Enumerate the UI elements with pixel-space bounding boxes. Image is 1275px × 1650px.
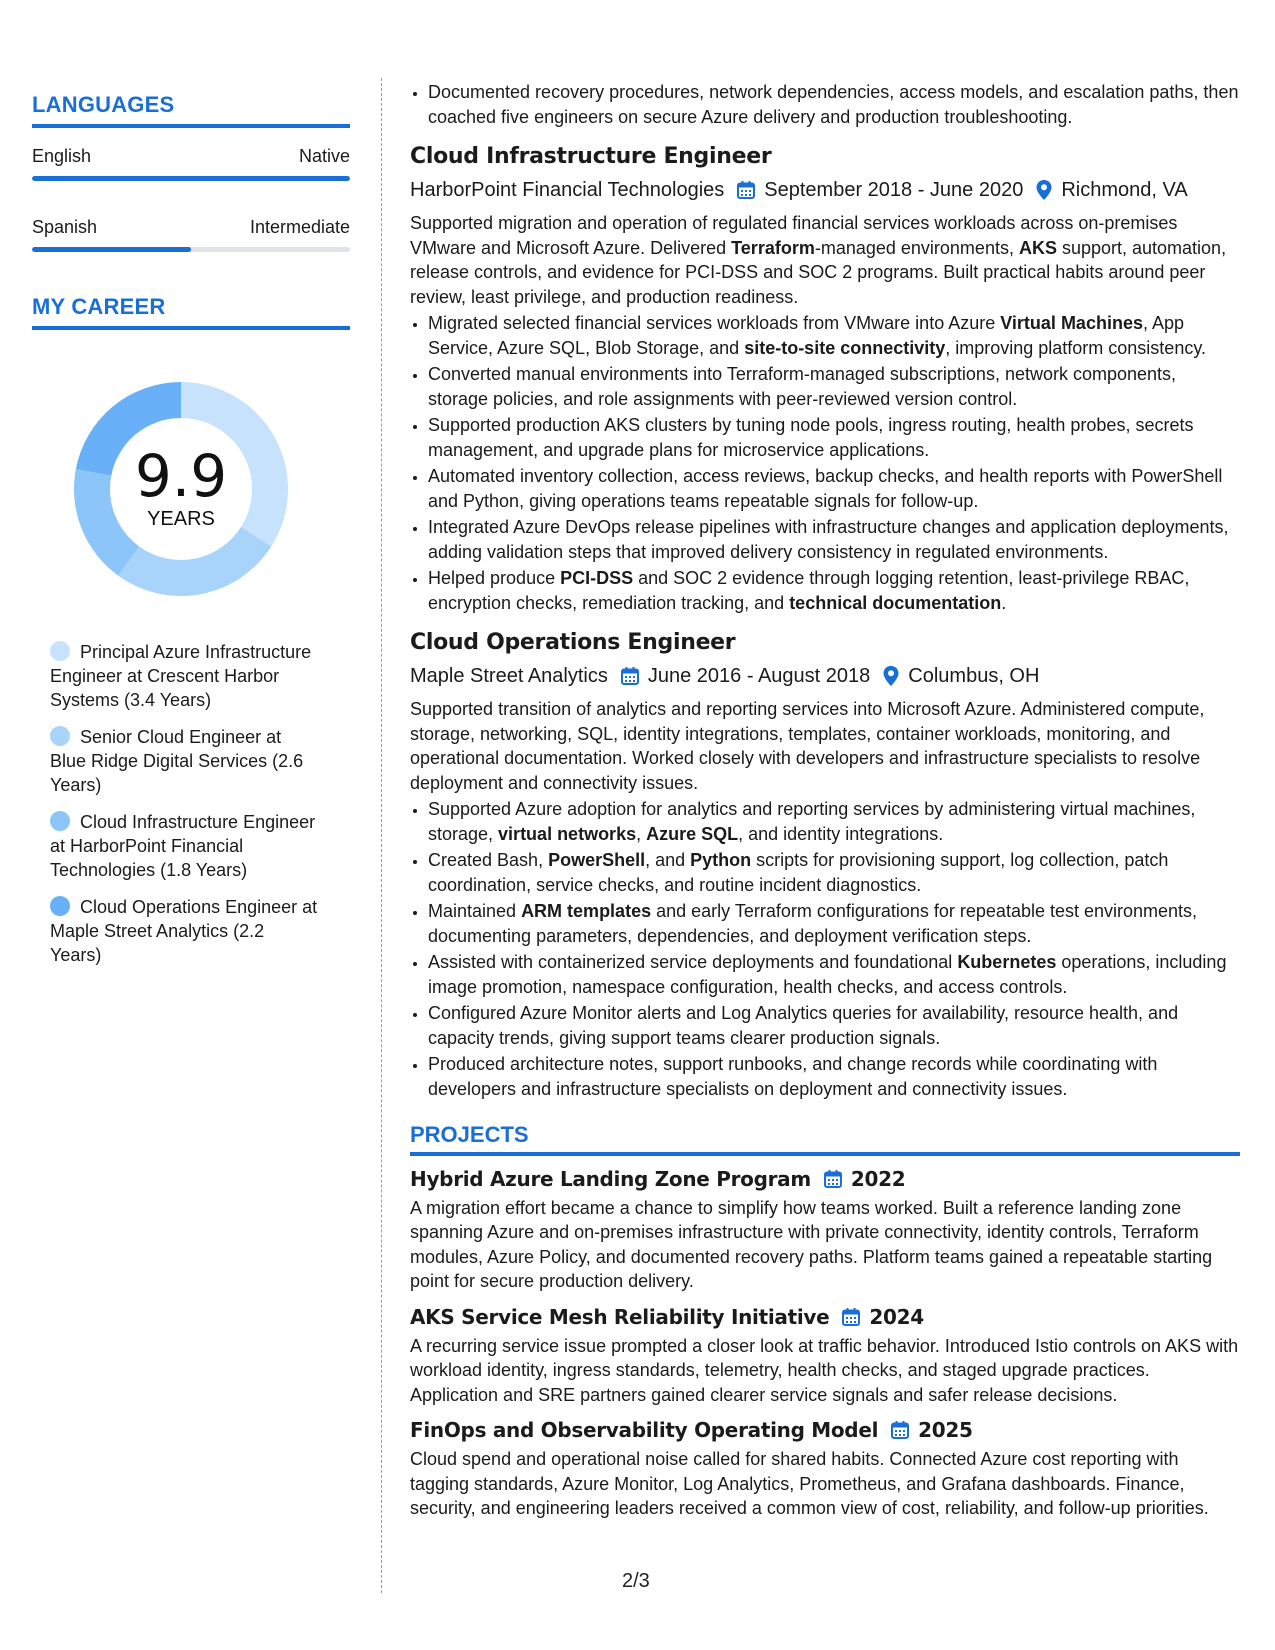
bold-keyword: ARM templates <box>521 901 652 921</box>
bold-keyword: Python <box>690 850 752 870</box>
bullet-item: • Documented recovery procedures, network dependencies, access models, and escalation paths, then coached five engineers on secure Azure delivery and production troubleshooting. <box>428 80 1240 129</box>
bullet-item: • Assisted with containerized service deployments and foundational Kubernetes operations, including image promotion, namespace configuration, health checks, and access controls. <box>428 950 1240 999</box>
bold-keyword: PCI-DSS <box>560 568 634 588</box>
project-year: 2025 <box>918 1418 973 1442</box>
job-entry <box>410 629 1240 1101</box>
language-level-fill <box>32 247 191 252</box>
legend-item <box>50 810 320 882</box>
languages-heading: LANGUAGES <box>32 92 350 128</box>
bold-keyword: site-to-site connectivity <box>744 337 946 358</box>
bullet-item: • Integrated Azure DevOps release pipelines with infrastructure changes and application deployments, adding validation steps that improved delivery consistency in regulated environments. <box>428 515 1240 564</box>
project-description: A migration effort became a chance to simplify how teams worked. Built a reference landing zone spanning Azure and on-premises infrastructure with private connectivity, identity controls, Terraform modules, Azure Policy, and documented recovery paths. Platform teams gained a repeatable starting point for secure production delivery. <box>410 1197 1213 1291</box>
legend-item <box>50 895 320 967</box>
legend-label: Senior Cloud Engineer at Blue Ridge Digital Services (2.6 Years) <box>50 727 304 795</box>
map-pin-icon <box>1035 179 1053 201</box>
bold-keyword: AKS <box>1018 237 1057 258</box>
company-name: HarborPoint Financial Technologies <box>410 179 725 201</box>
bold-keyword: Virtual Machines <box>1000 313 1143 333</box>
job-summary: Supported transition of analytics and reporting services into Microsoft Azure. Administered compute, storage, networking, SQL, identity integrations, templates, container workloads, monitoring, and operational documentation. Worked closely with developers and infrastructure specialists to resolve deployment and connectivity issues. <box>410 699 1205 793</box>
bullet-item: • Maintained ARM templates and early Terraform configurations for repeatable test environments, documenting parameters, dependencies, and deployment verification steps. <box>428 899 1240 948</box>
project-description: Cloud spend and operational noise called for shared habits. Connected Azure cost reporting with tagging standards, Azure Monitor, Log Analytics, Prometheus, and Grafana dashboards. Finance, security, and engineering leaders received a common view of cost, reliability, and follow-up priorities. <box>410 1449 1209 1518</box>
calendar-icon <box>823 1169 843 1189</box>
calendar-icon <box>890 1420 910 1440</box>
legend-item <box>50 640 320 712</box>
job-location: Columbus, OH <box>908 665 1040 687</box>
bullet-item: • Migrated selected financial services workloads from VMware into Azure Virtual Machines, App Service, Azure SQL, Blob Storage, and site-to-site connectivity, improving platform consistency. <box>428 311 1240 360</box>
bold-keyword: PowerShell <box>548 850 646 870</box>
project-description: A recurring service issue prompted a closer look at traffic behavior. Introduced Istio controls on AKS with workload identity, ingress standards, telemetry, health checks, and staged upgrade practices. Application and SRE partners gained clearer service signals and safer release decisions. <box>410 1335 1239 1405</box>
language-level-fill <box>32 176 350 181</box>
bold-keyword: virtual networks <box>498 823 637 844</box>
bold-keyword: Kubernetes <box>957 952 1057 972</box>
company-name: Maple Street Analytics <box>410 665 608 687</box>
main-content <box>410 80 1240 1529</box>
job-dates: September 2018 - June 2020 <box>764 179 1024 201</box>
job-bullets <box>410 311 1240 615</box>
language-name: English <box>32 146 92 166</box>
job-summary: Supported migration and operation of regulated financial services workloads across on-premises VMware and Microsoft Azure. Delivered Terraform-managed environments, AKS support, automation, release controls, and evidence for PCI-DSS and SOC 2 programs. Built practical habits around peer review, least privilege, and production readiness. <box>410 213 1227 307</box>
job-location: Richmond, VA <box>1061 179 1188 201</box>
project-name: AKS Service Mesh Reliability Initiative <box>410 1304 830 1329</box>
bold-keyword: technical documentation <box>789 592 1002 613</box>
legend-label: Cloud Infrastructure Engineer at HarborPoint Financial Technologies (1.8 Years) <box>50 812 316 880</box>
legend-swatch <box>50 896 70 916</box>
job-title: Cloud Operations Engineer <box>410 630 736 655</box>
language-item-spanish <box>32 215 350 252</box>
language-item-english <box>32 144 350 181</box>
job-entry <box>410 143 1240 615</box>
project-name: FinOps and Observability Operating Model <box>410 1418 879 1442</box>
column-divider <box>381 78 382 1593</box>
project-entry <box>410 1166 1240 1294</box>
legend-swatch <box>50 726 70 746</box>
career-heading: MY CAREER <box>32 294 350 330</box>
legend-label: Principal Azure Infrastructure Engineer at Crescent Harbor Systems (3.4 Years) <box>50 642 312 710</box>
bullet-item: • Produced architecture notes, support runbooks, and change records while coordinating with developers and infrastructure specialists on deployment and connectivity issues. <box>428 1052 1240 1101</box>
calendar-icon <box>620 666 640 686</box>
map-pin-icon <box>882 665 900 687</box>
career-total-unit: YEARS <box>147 508 215 530</box>
project-entry <box>410 1417 1240 1521</box>
bullet-item: • Supported production AKS clusters by tuning node pools, ingress routing, health probes, secrets management, and upgrade plans for microservice applications. <box>428 413 1240 462</box>
previous-job-bullets <box>410 80 1240 129</box>
page-number: 2/3 <box>622 1570 650 1592</box>
bullet-item: • Created Bash, PowerShell, and Python scripts for provisioning support, log collection, patch coordination, service checks, and routine incident diagnostics. <box>428 848 1240 897</box>
bullet-item: • Configured Azure Monitor alerts and Log Analytics queries for availability, resource health, and capacity trends, giving support teams clearer production signals. <box>428 1001 1240 1050</box>
calendar-icon <box>841 1307 861 1327</box>
career-legend <box>50 640 320 967</box>
legend-item <box>50 725 320 797</box>
calendar-icon <box>736 180 756 200</box>
project-entry <box>410 1304 1240 1408</box>
career-donut-chart <box>66 374 296 604</box>
job-dates: June 2016 - August 2018 <box>647 665 871 687</box>
language-level: Native <box>298 146 350 166</box>
job-meta <box>410 663 1240 689</box>
project-year: 2022 <box>850 1166 906 1191</box>
job-meta <box>410 177 1240 203</box>
bullet-item: • Helped produce PCI-DSS and SOC 2 evidence through logging retention, least-privilege RBAC, encryption checks, remediation tracking, and technical documentation. <box>428 566 1240 615</box>
bullet-item: • Supported Azure adoption for analytics and reporting services by administering virtual machines, storage, virtual networks, Azure SQL, and identity integrations. <box>428 797 1240 846</box>
project-name: Hybrid Azure Landing Zone Program <box>410 1166 811 1191</box>
bold-keyword: Terraform <box>731 237 815 258</box>
project-year: 2024 <box>869 1304 924 1329</box>
job-bullets <box>410 797 1240 1101</box>
bold-keyword: Azure SQL <box>646 823 739 844</box>
legend-swatch <box>50 811 70 831</box>
language-level-bar <box>32 247 350 252</box>
bullet-item: • Converted manual environments into Terraform-managed subscriptions, network components, storage policies, and role assignments with peer-reviewed version control. <box>428 362 1240 411</box>
career-total-years: 9.9 <box>134 442 228 510</box>
projects-heading: PROJECTS <box>410 1123 1240 1156</box>
legend-label: Cloud Operations Engineer at Maple Street Analytics (2.2 Years) <box>50 897 318 965</box>
job-title: Cloud Infrastructure Engineer <box>410 144 772 169</box>
language-list <box>32 144 350 252</box>
bullet-item: • Automated inventory collection, access reviews, backup checks, and health reports with PowerShell and Python, giving operations teams repeatable signals for follow-up. <box>428 464 1240 513</box>
language-level: Intermediate <box>249 217 350 237</box>
legend-swatch <box>50 641 70 661</box>
language-level-bar <box>32 176 350 181</box>
left-sidebar <box>32 92 350 980</box>
language-name: Spanish <box>32 217 98 237</box>
